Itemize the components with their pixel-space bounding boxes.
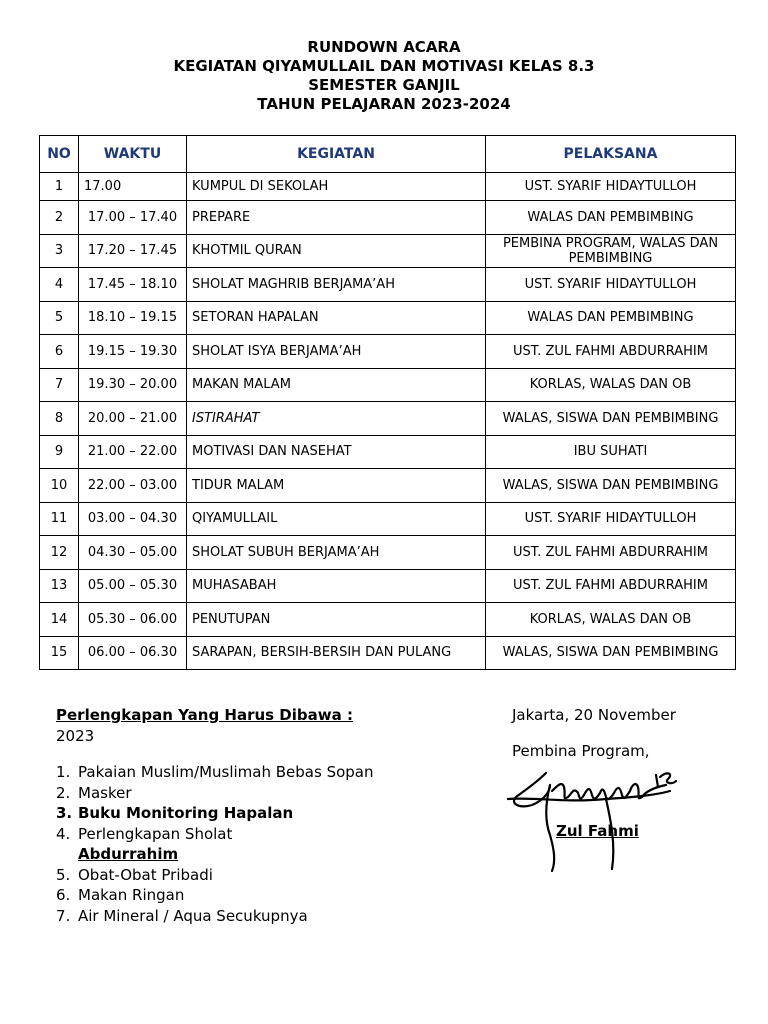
- row-time: 21.00 – 22.00: [79, 435, 187, 469]
- row-time: 04.30 – 05.00: [79, 536, 187, 570]
- row-no: 13: [40, 569, 79, 603]
- place-date: Jakarta, 20 November: [512, 706, 676, 724]
- table-row: [40, 536, 736, 570]
- item-label: Obat-Obat Pribadi: [78, 865, 213, 884]
- item-number: 5.: [56, 865, 71, 884]
- list-item: [56, 824, 416, 845]
- row-no: 11: [40, 502, 79, 536]
- row-time: 19.30 – 20.00: [79, 368, 187, 402]
- title-line-3: SEMESTER GANJIL: [308, 76, 460, 94]
- row-no: 9: [40, 435, 79, 469]
- row-executor: KORLAS, WALAS DAN OB: [486, 368, 736, 402]
- row-time: 22.00 – 03.00: [79, 469, 187, 503]
- item-number: 7.: [56, 906, 71, 925]
- row-activity: MUHASABAH: [187, 569, 486, 603]
- item-label: Makan Ringan: [78, 886, 185, 904]
- row-executor: UST. SYARIF HIDAYTULLOH: [486, 268, 736, 302]
- row-time: 06.00 – 06.30: [79, 636, 187, 670]
- equipment-year: 2023: [56, 726, 95, 745]
- list-item: [56, 865, 416, 886]
- item-number: 6.: [56, 886, 71, 904]
- row-no: 15: [40, 636, 79, 670]
- table-row: [40, 435, 736, 469]
- row-time: 05.30 – 06.00: [79, 603, 187, 637]
- row-no: 5: [40, 301, 79, 335]
- signature-block: [512, 705, 752, 761]
- table-row: [40, 335, 736, 369]
- item-label: Buku Monitoring Hapalan: [78, 804, 294, 822]
- row-activity: PREPARE: [187, 201, 486, 235]
- list-item: [56, 906, 416, 927]
- row-activity: TIDUR MALAM: [187, 469, 486, 503]
- header-no: NO: [40, 136, 79, 173]
- table-row: [40, 569, 736, 603]
- table-row: [40, 234, 736, 268]
- handwritten-signature: [506, 757, 681, 877]
- title-line-1: RUNDOWN ACARA: [307, 38, 461, 56]
- row-executor: UST. ZUL FAHMI ABDURRAHIM: [486, 536, 736, 570]
- row-activity: MAKAN MALAM: [187, 368, 486, 402]
- item-label: Pakaian Muslim/Muslimah Bebas Sopan: [78, 763, 374, 781]
- list-item: [56, 803, 416, 824]
- item-label: Air Mineral / Aqua Secukupnya: [78, 906, 308, 925]
- row-activity: SETORAN HAPALAN: [187, 301, 486, 335]
- equipment-heading: Perlengkapan Yang Harus Dibawa :: [56, 706, 353, 724]
- table-row: [40, 301, 736, 335]
- table-row: [40, 636, 736, 670]
- table-row: [40, 268, 736, 302]
- table-header-row: [40, 136, 736, 173]
- row-executor: WALAS, SISWA DAN PEMBIMBING: [486, 636, 736, 670]
- item-label: Masker: [78, 783, 132, 802]
- row-activity: SARAPAN, BERSIH-BERSIH DAN PULANG: [187, 636, 486, 670]
- list-item: [56, 783, 416, 804]
- document-title: [0, 38, 768, 114]
- header-time: WAKTU: [79, 136, 187, 173]
- table-row: [40, 469, 736, 503]
- signer-name: Zul Fahmi: [556, 822, 639, 840]
- row-executor: WALAS DAN PEMBIMBING: [486, 201, 736, 235]
- row-time: 05.00 – 05.30: [79, 569, 187, 603]
- row-no: 7: [40, 368, 79, 402]
- row-time: 17.00: [79, 173, 187, 201]
- table-row: [40, 173, 736, 201]
- row-activity: SHOLAT SUBUH BERJAMA’AH: [187, 536, 486, 570]
- row-activity: SHOLAT MAGHRIB BERJAMA’AH: [187, 268, 486, 302]
- row-executor: PEMBINA PROGRAM, WALAS DAN PEMBIMBING: [486, 234, 736, 268]
- row-no: 10: [40, 469, 79, 503]
- row-activity: PENUTUPAN: [187, 603, 486, 637]
- row-time: 17.20 – 17.45: [79, 234, 187, 268]
- table-row: [40, 603, 736, 637]
- row-executor: IBU SUHATI: [486, 435, 736, 469]
- row-activity: SHOLAT ISYA BERJAMA’AH: [187, 335, 486, 369]
- rundown-table: [39, 135, 736, 670]
- row-time: 20.00 – 21.00: [79, 402, 187, 436]
- row-no: 4: [40, 268, 79, 302]
- list-item: [56, 762, 416, 783]
- row-time: 18.10 – 19.15: [79, 301, 187, 335]
- row-activity: ISTIRAHAT: [187, 402, 486, 436]
- row-executor: UST. SYARIF HIDAYTULLOH: [486, 173, 736, 201]
- equipment-section: [56, 705, 416, 926]
- equipment-list: [56, 762, 416, 926]
- item-number: 1.: [56, 763, 71, 781]
- item-number: 3.: [56, 804, 73, 822]
- table-row: [40, 201, 736, 235]
- row-time: 03.00 – 04.30: [79, 502, 187, 536]
- row-no: 2: [40, 201, 79, 235]
- row-no: 1: [40, 173, 79, 201]
- row-activity: KUMPUL DI SEKOLAH: [187, 173, 486, 201]
- row-activity: KHOTMIL QURAN: [187, 234, 486, 268]
- item-label: Perlengkapan Sholat: [78, 824, 233, 843]
- name-fragment: Abdurrahim: [78, 845, 179, 863]
- list-item: [56, 885, 416, 906]
- item-number: 2.: [56, 783, 71, 802]
- row-no: 3: [40, 234, 79, 268]
- header-executor: PELAKSANA: [486, 136, 736, 173]
- row-time: 17.45 – 18.10: [79, 268, 187, 302]
- table-row: [40, 502, 736, 536]
- row-no: 8: [40, 402, 79, 436]
- row-executor: WALAS DAN PEMBIMBING: [486, 301, 736, 335]
- row-time: 17.00 – 17.40: [79, 201, 187, 235]
- signer-role: Pembina Program,: [512, 742, 650, 760]
- row-no: 14: [40, 603, 79, 637]
- header-activity: KEGIATAN: [187, 136, 486, 173]
- item-number: 4.: [56, 824, 71, 843]
- table-row: [40, 368, 736, 402]
- row-time: 19.15 – 19.30: [79, 335, 187, 369]
- row-executor: UST. ZUL FAHMI ABDURRAHIM: [486, 335, 736, 369]
- title-line-2: KEGIATAN QIYAMULLAIL DAN MOTIVASI KELAS 8.3: [173, 57, 595, 75]
- row-executor: WALAS, SISWA DAN PEMBIMBING: [486, 402, 736, 436]
- row-executor: UST. ZUL FAHMI ABDURRAHIM: [486, 569, 736, 603]
- row-executor: KORLAS, WALAS DAN OB: [486, 603, 736, 637]
- row-executor: WALAS, SISWA DAN PEMBIMBING: [486, 469, 736, 503]
- table-row: [40, 402, 736, 436]
- row-no: 6: [40, 335, 79, 369]
- row-activity: MOTIVASI DAN NASEHAT: [187, 435, 486, 469]
- row-executor: UST. SYARIF HIDAYTULLOH: [486, 502, 736, 536]
- row-no: 12: [40, 536, 79, 570]
- row-activity: QIYAMULLAIL: [187, 502, 486, 536]
- title-line-4: TAHUN PELAJARAN 2023-2024: [257, 95, 511, 113]
